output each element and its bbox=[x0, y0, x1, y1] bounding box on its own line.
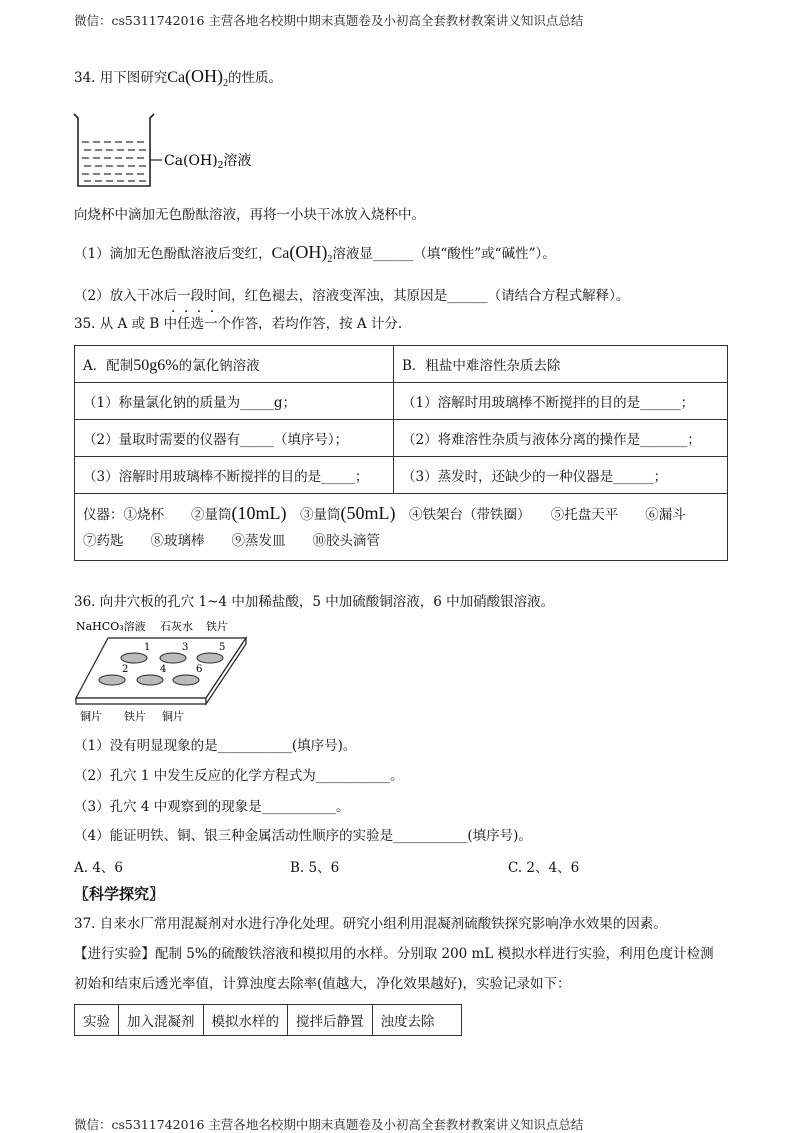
table-cell: （3）溶解时用玻璃棒不断搅拌的目的是_____； bbox=[75, 457, 394, 494]
q36-part4: （4）能证明铁、铜、银三种金属活动性顺序的实验是___________(填序号)。 bbox=[74, 828, 532, 844]
q37-title: 37. 自来水厂常用混凝剂对水进行净化处理。研究小组利用混凝剂硫酸铁探究影响净水效果的因素。 bbox=[74, 916, 667, 932]
table-row bbox=[75, 457, 728, 494]
emphasis-dots: · · · · bbox=[171, 304, 217, 320]
well-5 bbox=[197, 653, 223, 663]
instrument-line-2: ⑦药匙 ⑧玻璃棒 ⑨蒸发皿 ⑩胶头滴管 bbox=[83, 533, 380, 549]
fig-label-nahco3: NaHCO₃溶液 bbox=[76, 620, 146, 633]
section-title: 〖科学探究〗 bbox=[74, 885, 165, 903]
solution-lines bbox=[82, 142, 146, 181]
q34-formula bbox=[167, 66, 229, 90]
inst-10ml: (10mL) bbox=[231, 503, 287, 523]
formula-sub: 2 bbox=[327, 254, 333, 266]
q36-title: 36. 向井穴板的孔穴 1~4 中加稀盐酸，5 中加硫酸铜溶液，6 中加硝酸银溶液。 bbox=[74, 594, 555, 610]
page-header: 微信：cs5311742016 主营各地名校期中期末真题卷及小初高全套教材教案讲义知识点总结 bbox=[74, 13, 584, 28]
table-header-cell: 搅拌后静置 bbox=[288, 1005, 373, 1036]
q34-prefix: 34. 用下图研究 bbox=[74, 70, 168, 86]
a-head-suffix: 的氯化钠溶液 bbox=[178, 357, 260, 374]
q34-intro: 向烧杯中滴加无色酚酞溶液，再将一小块干冰放入烧杯中。 bbox=[74, 207, 425, 223]
formula-oh: (OH) bbox=[289, 242, 328, 262]
fig-label-iron: 铁片 bbox=[206, 620, 228, 633]
table-header-cell: 浊度去除 bbox=[372, 1005, 461, 1036]
a-head-formula: 50g6% bbox=[133, 356, 179, 374]
well-plate-figure bbox=[74, 616, 254, 724]
table-cell: （3）蒸发时，还缺少的一种仪器是______； bbox=[394, 457, 728, 494]
q35-table bbox=[74, 345, 728, 561]
q34-p1-prefix: （1）滴加无色酚酞溶液后变红， bbox=[74, 246, 272, 262]
table-cell bbox=[75, 346, 394, 383]
q35-title: 35. 从 A 或 B 中任选一个作答，若均作答，按 A 计分. bbox=[74, 316, 403, 332]
well-4 bbox=[137, 675, 163, 685]
q37-table bbox=[74, 1004, 462, 1036]
table-cell: （2）将难溶性杂质与液体分离的操作是_______； bbox=[394, 420, 728, 457]
q36-part2: （2）孔穴 1 中发生反应的化学方程式为___________。 bbox=[74, 768, 404, 784]
well-number: 5 bbox=[219, 642, 226, 653]
option-c: C. 2、4、6 bbox=[508, 860, 580, 876]
well-3 bbox=[160, 653, 186, 663]
q34-suffix: 的性质。 bbox=[228, 70, 283, 86]
option-b: B. 5、6 bbox=[290, 860, 340, 876]
option-a: A. 4、6 bbox=[74, 860, 124, 876]
table-row bbox=[75, 420, 728, 457]
beaker-figure bbox=[72, 110, 272, 190]
instrument-line-1 bbox=[83, 500, 719, 528]
q34-title bbox=[74, 66, 282, 94]
table-row bbox=[75, 383, 728, 420]
table-header-cell: 模拟水样的 bbox=[203, 1005, 288, 1036]
table-header-cell: 实验 bbox=[75, 1005, 119, 1036]
table-cell: （1）称量氯化钠的质量为_____g； bbox=[75, 383, 394, 420]
well-1 bbox=[121, 653, 147, 663]
inst-prefix: 仪器：①烧杯 ②量筒 bbox=[83, 507, 232, 523]
table-cell: （2）量取时需要的仪器有_____（填序号）； bbox=[75, 420, 394, 457]
table-header-row bbox=[75, 1005, 462, 1036]
table-row bbox=[75, 494, 728, 561]
q34-part1 bbox=[74, 242, 556, 270]
well-number: 1 bbox=[144, 642, 151, 653]
fig-label-copper: 铜片 bbox=[80, 710, 102, 723]
formula-ca: Ca bbox=[167, 69, 186, 86]
well-number: 2 bbox=[122, 664, 129, 675]
formula-oh: (OH) bbox=[185, 66, 224, 86]
q34-p1-suffix: 溶液显______（填“酸性”或“碱性”）。 bbox=[332, 246, 556, 262]
fig-label-limewater: 石灰水 bbox=[160, 620, 193, 633]
q36-part3: （3）孔穴 4 中观察到的现象是___________。 bbox=[74, 799, 350, 815]
well-number: 3 bbox=[182, 642, 189, 653]
formula-sub: 2 bbox=[223, 78, 229, 90]
table-row bbox=[75, 346, 728, 383]
well-number: 6 bbox=[196, 664, 203, 675]
well-6 bbox=[173, 675, 199, 685]
fig-label-iron-sheet: 铁片 bbox=[124, 710, 146, 723]
inst-mid: ③量筒 bbox=[286, 507, 341, 523]
q34-p1-formula bbox=[271, 242, 333, 266]
beaker-label: $Ca(OH)_2$溶液 bbox=[164, 153, 252, 171]
q37-line2: 初始和结束后透光率值，计算浊度去除率(值越大，净化效果越好)，实验记录如下： bbox=[74, 976, 571, 992]
inst-50ml: (50mL) bbox=[340, 503, 396, 523]
well-number: 4 bbox=[160, 664, 167, 675]
instrument-list bbox=[75, 494, 728, 561]
fig-label-copper-2: 铜片 bbox=[162, 710, 184, 723]
plate-front bbox=[76, 698, 206, 704]
page-footer: 微信：cs5311742016 主营各地名校期中期末真题卷及小初高全套教材教案讲义知识点总结 bbox=[74, 1117, 584, 1132]
inst-rest: ④铁架台（带铁圈） ⑤托盘天平 ⑥漏斗 bbox=[395, 507, 686, 523]
table-cell: （1）溶解时用玻璃棒不断搅拌的目的是______； bbox=[394, 383, 728, 420]
table-cell: B．粗盐中难溶性杂质去除 bbox=[394, 346, 728, 383]
well-2 bbox=[99, 675, 125, 685]
formula-ca: Ca bbox=[271, 245, 290, 262]
table-header-cell: 加入混凝剂 bbox=[119, 1005, 204, 1036]
a-head-prefix: A．配制 bbox=[83, 357, 134, 374]
q36-part1: （1）没有明显现象的是___________(填序号)。 bbox=[74, 738, 357, 754]
q37-line1: 【进行实验】配制 5%的硫酸铁溶液和模拟用的水样。分别取 200 mL 模拟水样进行实验，利用色度计检测 bbox=[74, 946, 714, 962]
q34-part2: （2）放入干冰后一段时间，红色褪去，溶液变浑浊，其原因是______（请结合方程式解释）。 bbox=[74, 288, 630, 304]
